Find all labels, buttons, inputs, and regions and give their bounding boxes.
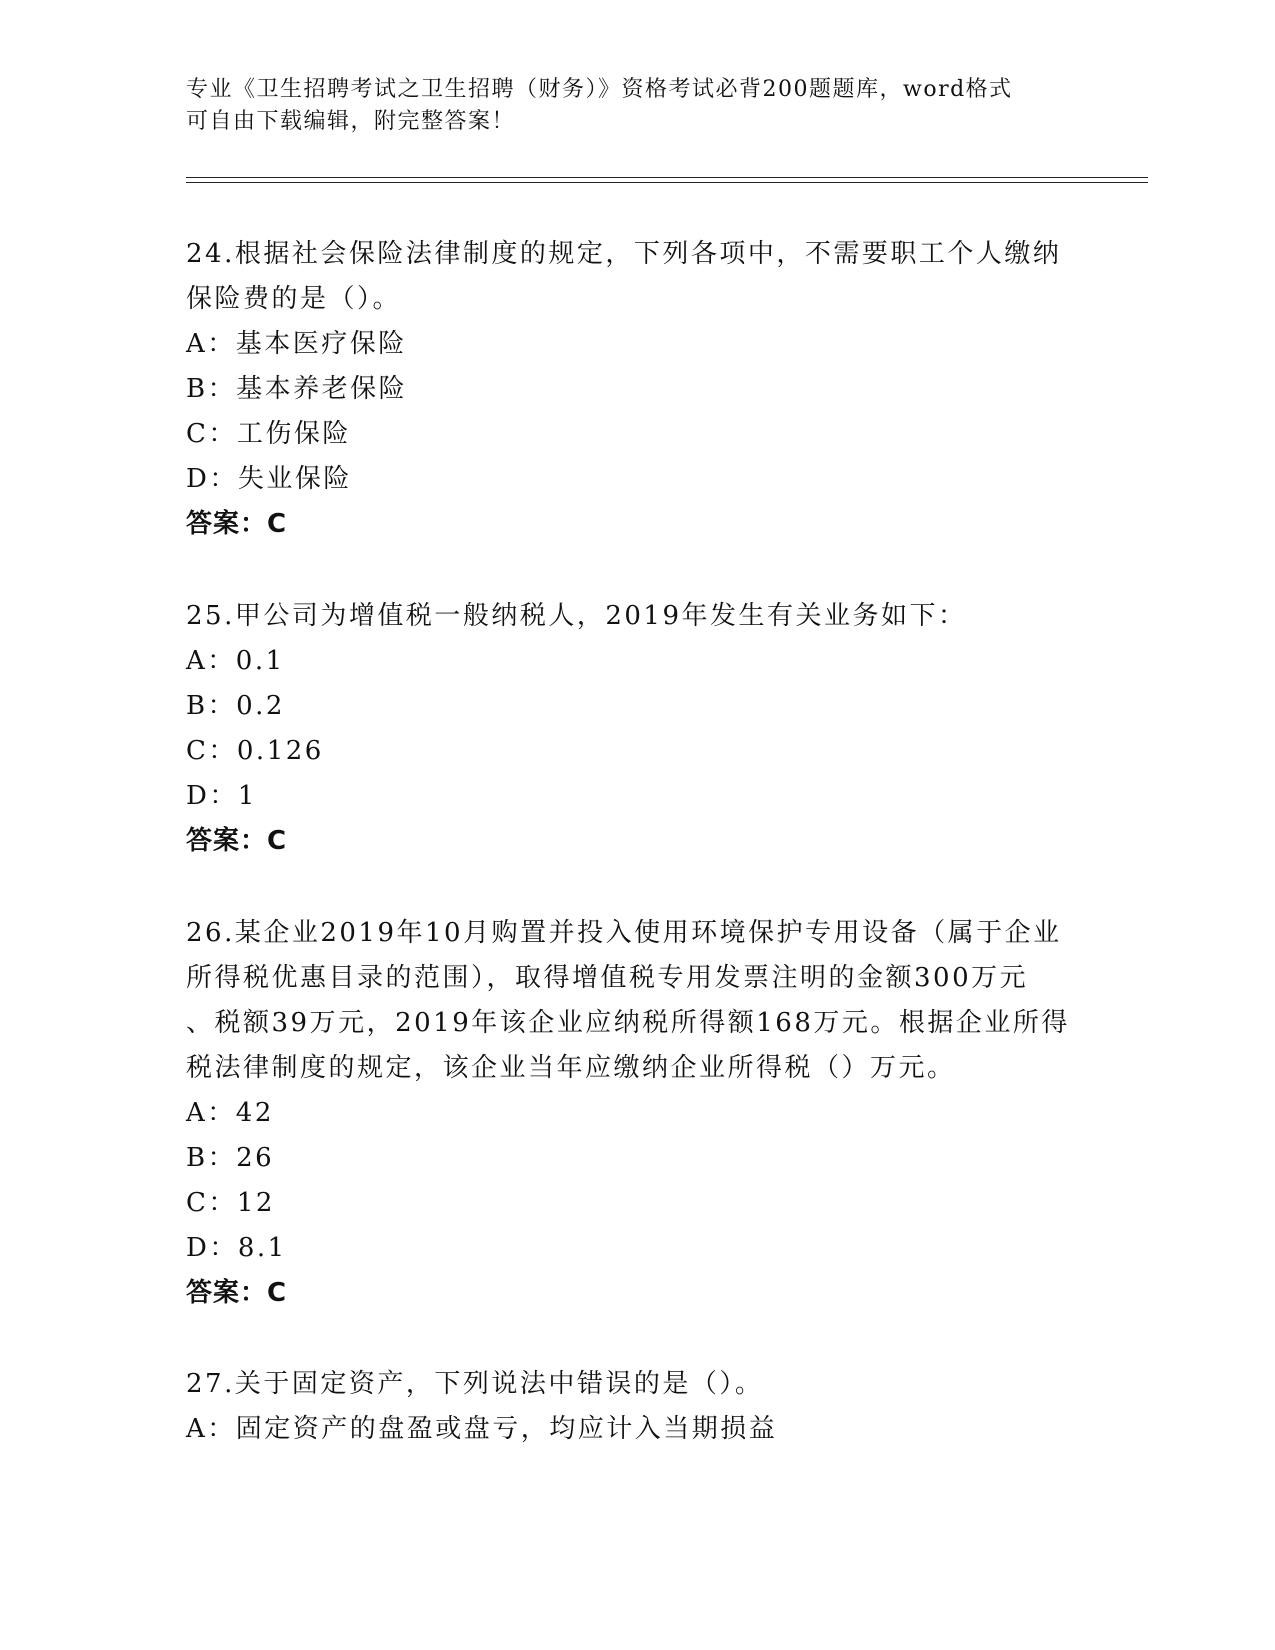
answer-line: 答案：C — [186, 1278, 288, 1308]
option-b: B：26 — [186, 1143, 275, 1173]
option-b: B：0.2 — [186, 691, 285, 721]
option-c: C：12 — [186, 1188, 275, 1218]
question-25 — [186, 594, 1086, 864]
answer-line: 答案：C — [186, 826, 288, 856]
question-stem-line: 、税额39万元，2019年该企业应纳税所得额168万元。根据企业所得 — [186, 1008, 1070, 1038]
question-stem-line: 24.根据社会保险法律制度的规定，下列各项中，不需要职工个人缴纳 — [186, 239, 1062, 269]
question-27 — [186, 1362, 1086, 1452]
option-c: C：0.126 — [186, 736, 324, 766]
question-24 — [186, 232, 1086, 547]
option-a: A：固定资产的盘盈或盘亏，均应计入当期损益 — [186, 1414, 778, 1444]
question-26 — [186, 911, 1086, 1316]
option-a: A：42 — [186, 1098, 274, 1128]
question-stem-line: 税法律制度的规定，该企业当年应缴纳企业所得税（）万元。 — [186, 1053, 956, 1083]
option-d: D：1 — [186, 781, 257, 811]
option-b: B：基本养老保险 — [186, 374, 408, 404]
option-c: C：工伤保险 — [186, 419, 351, 449]
question-stem-line: 27.关于固定资产，下列说法中错误的是（）。 — [186, 1369, 764, 1399]
question-stem-line: 25.甲公司为增值税一般纳税人，2019年发生有关业务如下： — [186, 601, 967, 631]
header-divider-top — [186, 177, 1148, 178]
question-stem-line: 26.某企业2019年10月购置并投入使用环境保护专用设备（属于企业 — [186, 918, 1062, 948]
question-stem-line: 所得税优惠目录的范围），取得增值税专用发票注明的金额300万元 — [186, 963, 1029, 993]
question-stem-line: 保险费的是（）。 — [186, 284, 402, 314]
header-divider-bottom — [186, 182, 1148, 183]
option-a: A：0.1 — [186, 646, 285, 676]
document-header — [186, 74, 1086, 138]
header-line-2: 可自由下载编辑，附完整答案！ — [186, 109, 516, 134]
option-a: A：基本医疗保险 — [186, 329, 407, 359]
option-d: D：失业保险 — [186, 464, 352, 494]
option-d: D：8.1 — [186, 1233, 287, 1263]
header-line-1: 专业《卫生招聘考试之卫生招聘（财务）》资格考试必背200题题库，word格式 — [186, 77, 1013, 102]
answer-line: 答案：C — [186, 509, 288, 539]
